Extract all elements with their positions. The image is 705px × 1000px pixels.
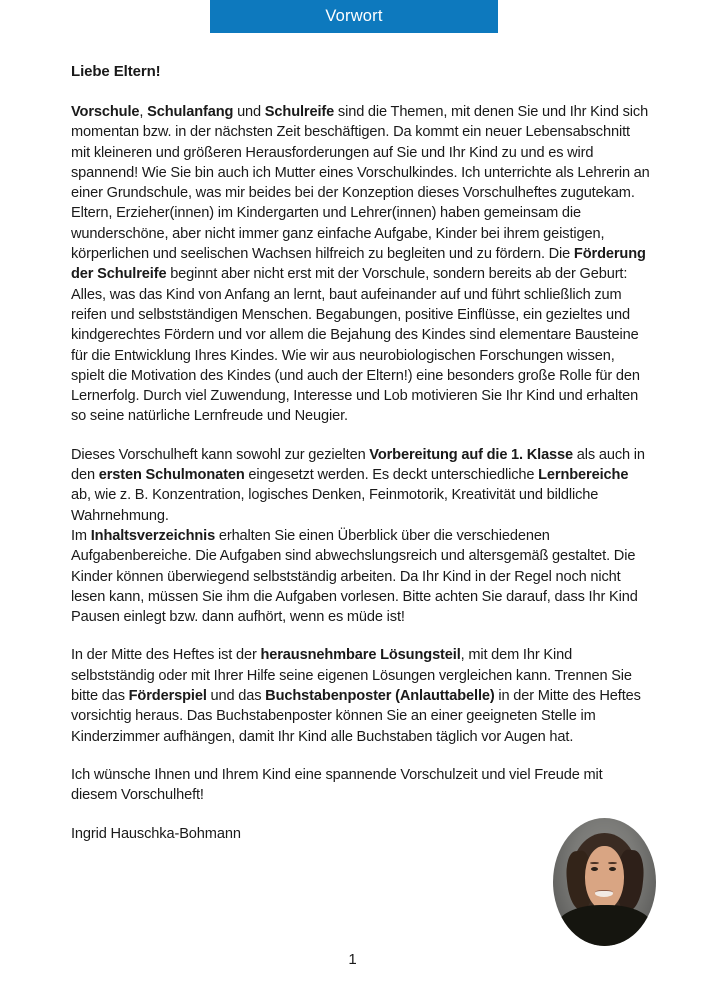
- paragraph-intro: [71, 102, 651, 427]
- page-number: 1: [348, 951, 357, 968]
- emphasis-text: Schulreife: [264, 104, 335, 120]
- portrait-oval-frame: [553, 818, 656, 946]
- paragraph-usage: [71, 445, 651, 628]
- vorwort-header-banner: [210, 0, 498, 33]
- salutation-heading: Liebe Eltern!: [71, 63, 161, 80]
- body-text: als auch in den: [71, 446, 645, 484]
- emphasis-text: Buchstabenposter (Anlauttabelle): [265, 688, 495, 705]
- body-text: eingesetzt werden. Es deckt unterschiedliche: [244, 467, 539, 484]
- emphasis-text: Inhaltsverzeichnis: [90, 527, 216, 544]
- body-text: ab, wie z. B. Konzentration, logisches Denken, Feinmotorik, Kreativität und bildliche Wahrnehmung.: [71, 487, 599, 524]
- body-text: und: [233, 104, 265, 120]
- emphasis-text: herausnehmbare Lösungsteil: [260, 647, 461, 664]
- paragraph-closing: [71, 765, 651, 806]
- emphasis-text: Vorschule: [71, 104, 140, 120]
- portrait-eye-right: [609, 867, 616, 871]
- portrait-eye-left: [591, 867, 598, 871]
- body-text: und das: [206, 688, 266, 705]
- body-text: Ich wünsche Ihnen und Ihrem Kind eine spannende Vorschulzeit und viel Freude mit diesem Vorschulheft!: [71, 766, 603, 804]
- body-text: In der Mitte des Heftes ist der: [71, 647, 261, 664]
- portrait-shirt: [557, 905, 652, 946]
- body-text: ,: [139, 104, 148, 120]
- body-text: Ingrid Hauschka-Bohmann: [71, 825, 241, 842]
- body-text: sind die Themen, mit denen Sie und Ihr Kind sich momentan bzw. in der nächsten Zeit beschäftigen. Da kommt ein neuer Lebensabschnitt mit kleineren und größeren Herausforderungen auf Sie und Ihr Kind zu und es wird spannend! Wie Sie bin auch ich Mutter eines Vorschulkindes. Ich unterrichte als Lehrerin an einer Grundschule, was mir beides bei der Konzeption dieses Vorschulheftes zugutekam. Eltern, Erzieher(innen) im Kindergarten und Lehrer(innen) haben gemeinsam die wunderschöne, aber nicht immer ganz einfache Aufgabe, Kinder bei ihrem geistigen, körperlichen und seelischen Wachsen hilfreich zu begleiten und zu fördern. Die: [71, 104, 650, 263]
- paragraph-container: [71, 102, 651, 844]
- body-text: erhalten Sie einen Überblick über die verschiedenen Aufgabenbereiche. Die Aufgaben sind abwechslungsreich und altersgemäß gestaltet. Die Kinder können überwiegend selbstständig arbeiten. Da Ihr Kind in der Regel noch nicht lesen kann, müssen Sie ihm die Aufgaben vorlesen. Bitte achten Sie darauf, dass Ihr Kind Pausen einlegt bzw. dann aufhört, wenn es müde ist!: [71, 527, 638, 626]
- page-content: [71, 62, 651, 844]
- author-portrait: [553, 818, 656, 946]
- body-text: beginnt aber nicht erst mit der Vorschule, sondern bereits ab der Geburt: Alles, was das Kind von Anfang an lernt, baut aufeinander auf und führt schließlich zum reifen und selbstständigen Menschen. Begabungen, positive Einflüsse, ein gezieltes und kindgerechtes Fördern und vor allem die Bejahung des Kindes sind elementare Bausteine für die Entwicklung Ihres Kindes. Wie wir aus neurobiologischen Forschungen wissen, spielt die Motivation des Kindes (und auch der Eltern!) eine besonders große Rolle für den Lernerfolg. Durch viel Zuwendung, Interesse und Lob motivieren Sie Ihr Kind und erhalten so seine natürliche Lernfreude und Neugier.: [71, 266, 640, 425]
- banner-title: Vorwort: [325, 7, 383, 26]
- portrait-mouth: [595, 890, 613, 897]
- body-text: in der Mitte des Heftes vorsichtig heraus. Das Buchstabenposter können Sie an einer geeigneten Stelle im Kinderzimmer aufhängen, damit Ihr Kind alle Buchstaben täglich vor Augen hat.: [71, 688, 641, 745]
- emphasis-text: Förderspiel: [128, 688, 207, 705]
- emphasis-text: ersten Schulmonaten: [98, 467, 245, 484]
- emphasis-text: Förderung der Schulreife: [71, 246, 646, 283]
- body-text: Dieses Vorschulheft kann sowohl zur gezielten: [71, 446, 370, 463]
- paragraph-middle-section: [71, 645, 651, 746]
- body-text: , mit dem Ihr Kind selbstständig oder mit Ihrer Hilfe seine eigenen Lösungen vergleichen kann. Trennen Sie bitte das: [71, 647, 632, 705]
- emphasis-text: Vorbereitung auf die 1. Klasse: [369, 446, 574, 463]
- emphasis-text: Schulanfang: [147, 104, 234, 120]
- portrait-face: [585, 846, 624, 910]
- portrait-eyebrow-right: [608, 862, 617, 864]
- body-text: Im: [71, 527, 91, 544]
- portrait-eyebrow-left: [590, 862, 599, 864]
- emphasis-text: Lernbereiche: [538, 467, 629, 484]
